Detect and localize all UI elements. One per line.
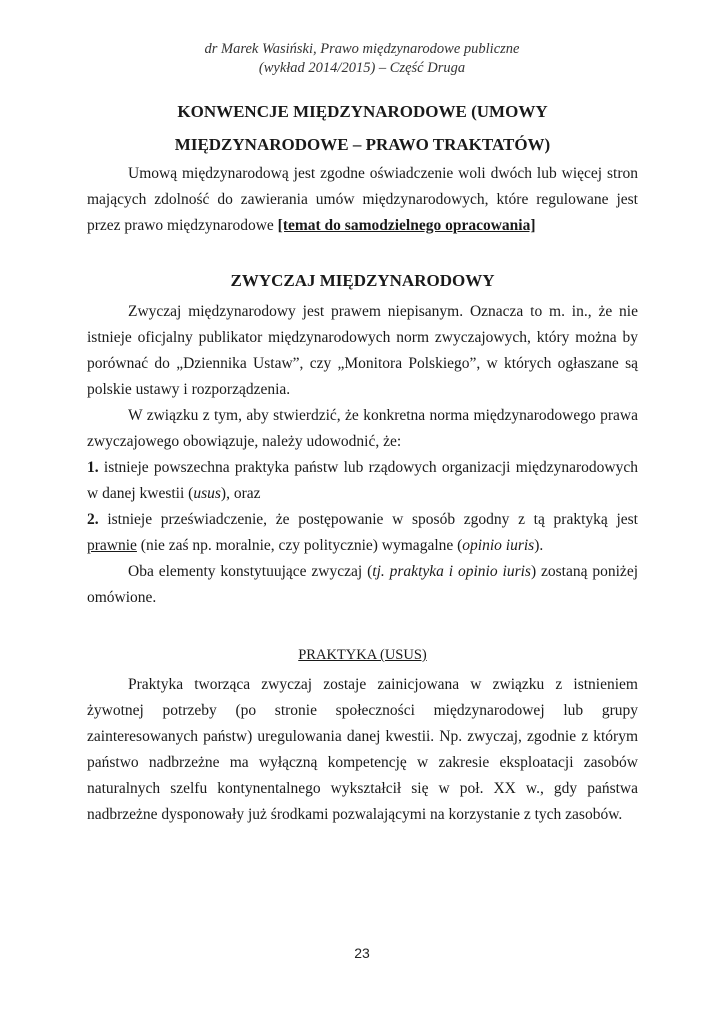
- section-2-paragraph-1: Zwyczaj międzynarodowy jest prawem niepisanym. Oznacza to m. in., że nie istnieje oficjalny publikator międzynarodowych norm zwyczajowych, który można by porównać do „Dziennika Ustaw”, czy „Monitora Polskiego”, w których ogłaszane są polskie ustawy i rozporządzenia.: [87, 303, 638, 398]
- section-1-title-line-1: KONWENCJE MIĘDZYNARODOWE (UMOWY: [177, 102, 548, 121]
- section-1-paragraph: [87, 161, 638, 239]
- list-item-2-text-a: istnieje przeświadczenie, że postępowanie w sposób zgodny z tą praktyką jest: [98, 511, 638, 528]
- page-number: 23: [354, 945, 370, 961]
- list-item-1-text-a: istnieje powszechna praktyka państw lub rządowych organizacji międzynarodowych w danej kwestii (: [87, 459, 638, 502]
- section-2-paragraph-2: W związku z tym, aby stwierdzić, że konkretna norma międzynarodowego prawa zwyczajowego obowiązuje, należy udowodnić, że:: [87, 407, 638, 450]
- list-item-2-text-c: ).: [534, 537, 544, 554]
- section-2-paragraph-3: [87, 559, 638, 611]
- page-content: [87, 95, 638, 828]
- list-item-2: [87, 507, 638, 559]
- header-line-2: (wykład 2014/2015) – Część Druga: [258, 60, 466, 76]
- section-2-title: ZWYCZAJ MIĘDZYNARODOWY: [230, 271, 495, 290]
- list-item-2-term: opinio iuris: [462, 537, 535, 554]
- header-line-1: dr Marek Wasiński, Prawo międzynarodowe publiczne: [204, 41, 520, 57]
- section-2-paragraph-3-text-a: Oba elementy konstytuujące zwyczaj (: [128, 563, 373, 580]
- section-2-paragraph-3-term: tj. praktyka i opinio iuris: [372, 563, 531, 580]
- section-1-text: Umową międzynarodową jest zgodne oświadczenie woli dwóch lub więcej stron mających zdolność do zawierania umów międzynarodowych, które regulowane jest przez prawo międzynarodowe: [87, 165, 638, 234]
- list-item-1-term: usus: [193, 485, 221, 502]
- list-item-2-number: 2.: [87, 511, 99, 528]
- section-2-paragraph-3-text-b: ) zostaną poniżej omówione.: [87, 563, 639, 606]
- running-header: [0, 40, 724, 78]
- section-3-paragraph: Praktyka tworząca zwyczaj zostaje zainicjowana w związku z istnieniem żywotnej potrzeby (po stronie społeczności międzynarodowej lub grupy zainteresowanych państw) uregulowania danej kwestii. Np. zwyczaj, zgodnie z którym państwo nadbrzeżne ma wyłączną kompetencję w zakresie eksploatacji zasobów naturalnych szelfu kontynentalnego wykształcił się w poł. XX w., gdy państwa nadbrzeżne dysponowały już środkami pozwalającymi na korzystanie z tych zasobów.: [87, 676, 638, 823]
- list-item-2-underlined: prawnie: [87, 537, 137, 554]
- list-item-1: [87, 455, 638, 507]
- self-study-note: [temat do samodzielnego opracowania]: [277, 217, 536, 234]
- list-item-1-number: 1.: [87, 459, 99, 476]
- section-1-title-line-2: MIĘDZYNARODOWE – PRAWO TRAKTATÓW): [174, 135, 551, 154]
- list-item-2-text-b: (nie zaś np. moralnie, czy politycznie) wymagalne (: [136, 537, 463, 554]
- section-3-title: PRAKTYKA (USUS): [298, 647, 427, 663]
- list-item-1-text-b: ), oraz: [220, 485, 261, 502]
